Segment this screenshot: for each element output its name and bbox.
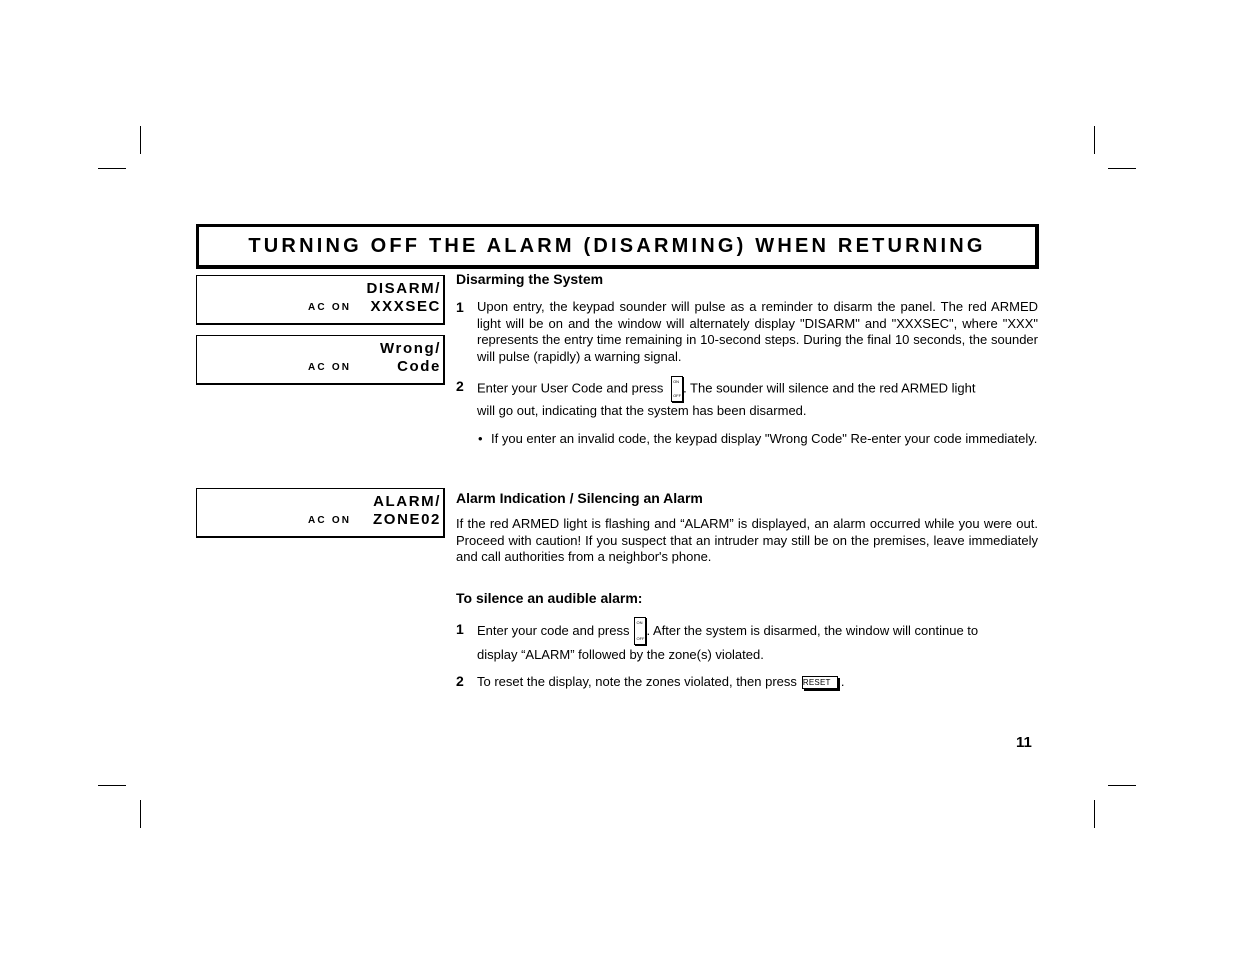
bullet-dot: • <box>478 431 483 446</box>
display-line-1: Wrong/ <box>380 340 441 357</box>
keypad-display-disarm <box>196 275 445 325</box>
crop-mark <box>1094 126 1095 154</box>
display-line-2: XXXSEC <box>370 298 441 315</box>
on-off-key-icon <box>671 376 683 402</box>
keypad-display-wrong-code <box>196 335 445 385</box>
display-status: AC ON <box>308 515 352 526</box>
step-text-line-2: will go out, indicating that the system has been disarmed. <box>477 403 807 418</box>
on-label: ON <box>636 620 643 625</box>
page-title-box <box>196 224 1039 269</box>
step-text-part <box>477 376 975 402</box>
section-heading-alarm: Alarm Indication / Silencing an Alarm <box>456 490 703 506</box>
section-heading-disarming: Disarming the System <box>456 271 604 287</box>
step-number: 1 <box>456 621 464 637</box>
display-line-1: DISARM/ <box>366 280 441 297</box>
step-text-before: To reset the display, note the zones violated, then press <box>477 674 797 689</box>
section-heading-silence: To silence an audible alarm: <box>456 590 643 606</box>
step-text <box>477 616 978 646</box>
crop-mark <box>140 126 141 154</box>
step-text <box>477 674 845 691</box>
step-text-after: . The sounder will silence and the red ARMED light <box>683 380 976 396</box>
step-text-after: . After the system is disarmed, the window will continue to <box>646 622 979 638</box>
crop-mark <box>1094 800 1095 828</box>
step-text-before: Enter your code and press <box>477 622 630 638</box>
crop-mark <box>98 785 126 786</box>
display-line-1: ALARM/ <box>373 493 441 510</box>
crop-mark <box>1108 168 1136 169</box>
step-number: 1 <box>456 299 464 315</box>
step-number: 2 <box>456 378 464 394</box>
on-label: ON <box>673 379 680 384</box>
display-line-2: Code <box>397 358 441 375</box>
step-text-after: . <box>840 674 845 689</box>
page-title: TURNING OFF THE ALARM (DISARMING) WHEN RETURNING <box>248 234 986 257</box>
display-line-2: ZONE02 <box>373 511 441 528</box>
keypad-display-alarm <box>196 488 445 538</box>
step-text-line-2: display “ALARM” followed by the zone(s) violated. <box>477 647 764 662</box>
step-text-before: Enter your User Code and press <box>477 380 664 396</box>
display-status: AC ON <box>308 302 352 313</box>
bullet-text: If you enter an invalid code, the keypad display "Wrong Code" Re-enter your code immediately. <box>491 431 1038 446</box>
off-label: OFF <box>673 393 682 398</box>
step-number: 2 <box>456 673 464 689</box>
display-status: AC ON <box>308 362 352 373</box>
page-number: 11 <box>1016 734 1032 751</box>
on-off-key-icon <box>634 617 646 645</box>
reset-key-icon: RESET <box>802 676 838 689</box>
crop-mark <box>98 168 126 169</box>
off-label: OFF <box>636 636 645 641</box>
step-text <box>477 374 1038 404</box>
crop-mark <box>1108 785 1136 786</box>
step-text: Upon entry, the keypad sounder will pulse as a reminder to disarm the panel. The red ARMED light will be on and the window will alternately display "DISARM" and "XXXSEC", where "XXX" represents the entry time remaining in 10-second steps. During the final 10 seconds, the sounder will pulse (rapidly) a warning signal. <box>477 299 1038 364</box>
crop-mark <box>140 800 141 828</box>
alarm-body-text: If the red ARMED light is flashing and “ALARM” is displayed, an alarm occurred while you were out. Proceed with caution! If you suspect that an intruder may still be on the premises, leave immediately and call authorities from a neighbor's phone. <box>456 516 1038 564</box>
